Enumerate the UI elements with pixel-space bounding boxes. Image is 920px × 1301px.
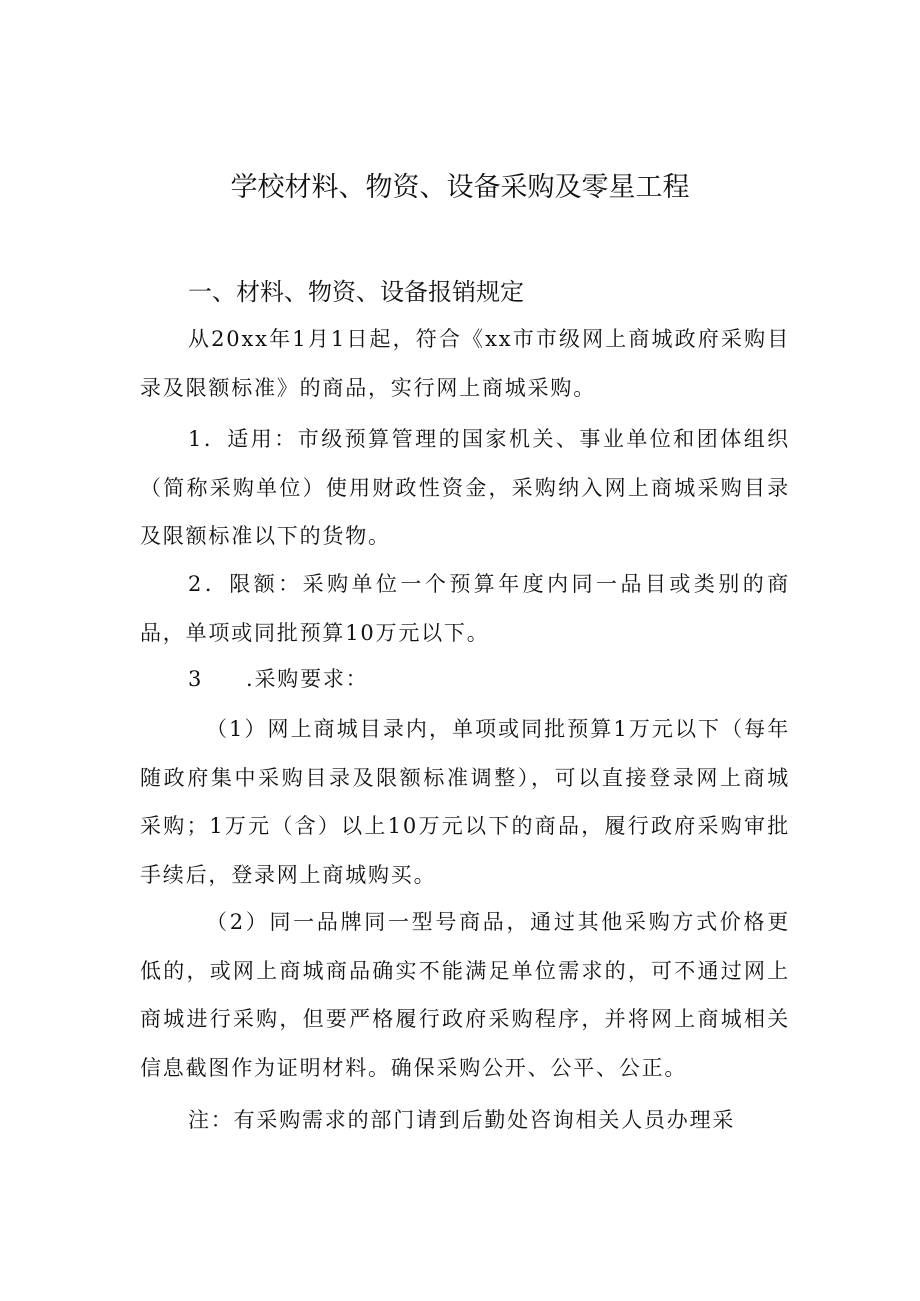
document-title: 学校材料、物资、设备采购及零星工程 [230, 172, 690, 203]
item-3-label: .采购要求： [246, 667, 369, 691]
item-3-paragraph [188, 655, 588, 704]
section-heading: 一、材料、物资、设备报销规定 [188, 278, 524, 306]
sub-item-1-paragraph: （1）网上商城目录内，单项或同批预算1万元以下（每年随政府集中采购目录及限额标准调整），可以直接登录网上商城采购；1万元（含）以上10万元以下的商品，履行政府采购审批手续后，登录网上商城购买。 [140, 717, 790, 887]
item-3-number: 3 [188, 667, 204, 691]
note-paragraph: 注：有采购需求的部门请到后勤处咨询相关人员办理采 [188, 1108, 736, 1132]
item-2-paragraph: 2．限额：采购单位一个预算年度内同一品目或类别的商品，单项或同批预算10万元以下。 [140, 572, 790, 645]
intro-paragraph: 从20xx年1月1日起，符合《xx市市级网上商城政府采购目录及限额标准》的商品，实行网上商城采购。 [140, 327, 790, 400]
item-1-paragraph: 1．适用：市级预算管理的国家机关、事业单位和团体组织（简称采购单位）使用财政性资金，采购纳入网上商城采购目录及限额标准以下的货物。 [140, 427, 790, 548]
sub-item-2-paragraph: （2）同一品牌同一型号商品，通过其他采购方式价格更低的，或网上商城商品确实不能满足单位需求的，可不通过网上商城进行采购，但要严格履行政府采购程序，并将网上商城相关信息截图作为证明材料。确保采购公开、公平、公正。 [140, 910, 790, 1080]
